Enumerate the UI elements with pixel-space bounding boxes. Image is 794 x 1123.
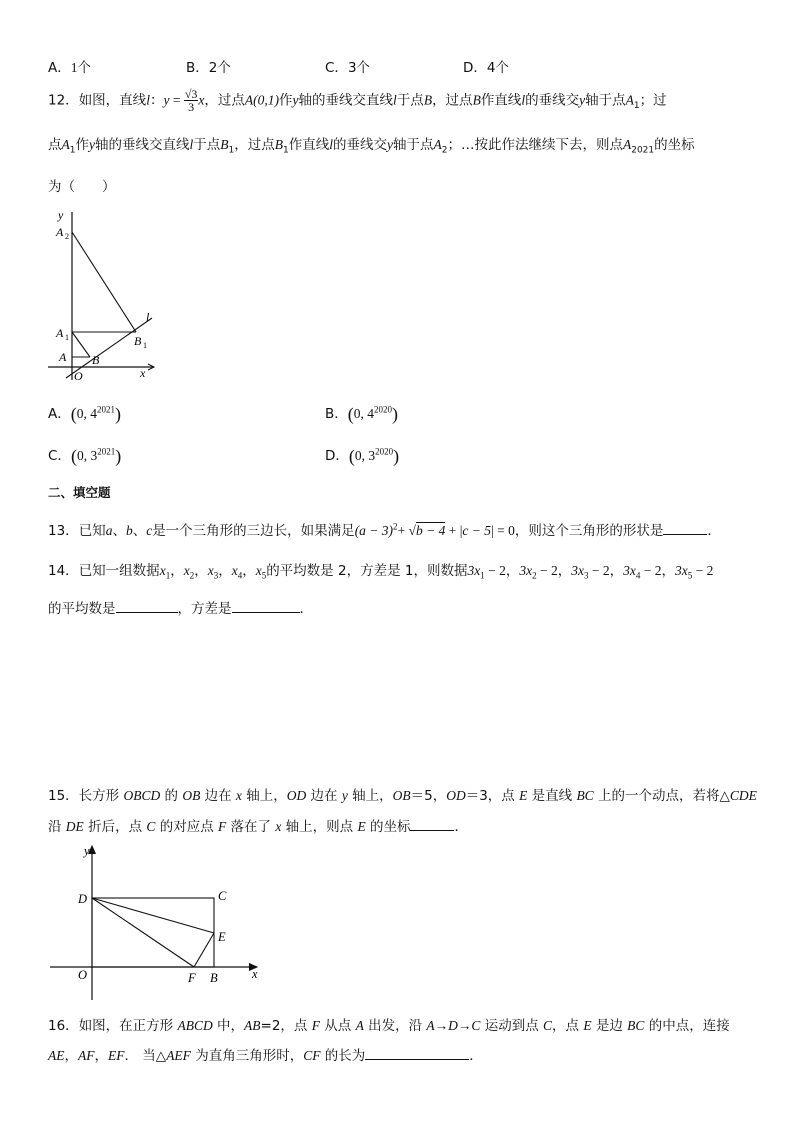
q13-text: 13．已知a、b、c是一个三角形的三边长，如果满足$(a - 3)^2+ √b - 4 + |c - 5| = 0$，则这个三角形的形状是 ．	[48, 521, 721, 539]
q11-option-b: B．2个	[186, 60, 231, 76]
q15-line1: 15．长方形 OBCD 的 OB 边在 x 轴上，OD 边在 y 轴上，OB＝5，OD＝3，点 E 是直线 BC 上的一个动点，若将△CDE	[48, 788, 757, 804]
q15-label-f: F	[188, 971, 196, 985]
q12-option-a: A．(0, $4^{2021}$)	[48, 404, 121, 424]
q14-line1: 14．已知一组数据$x_1$，$x_2$，$x_3$，$x_4$，$x_5$的平均数是 2，方差是 1，则数据$3x_1 - 2$，$3x_2 - 2$，$3x_3 - 2$，$3x_4 - 2$，$3x_5 - 2$	[48, 563, 714, 581]
q12-label-a2: A	[56, 225, 64, 239]
q15-label-d: D	[78, 892, 88, 906]
q12-label-a1: A	[56, 326, 64, 340]
q12-label-l: l	[146, 310, 150, 324]
q12-label-a: A	[59, 350, 67, 364]
q15-label-x: x	[252, 967, 258, 981]
q12-label-a1-sub: 1	[65, 333, 69, 342]
section-fill-in-title: 二、填空题	[48, 485, 111, 500]
q15-label-o: O	[78, 968, 88, 982]
q11-option-d: D．4个	[463, 60, 509, 76]
q11-option-a: A．1个	[48, 60, 91, 76]
q15-answer-blank[interactable]	[410, 817, 454, 831]
q12-line2: 点$A_1$作y轴的垂线交直线l于点$B_1$，过点$B_1$作直线l的垂线交y轴于点$A_2$；…按此作法继续下去，则点$A_{2021}$的坐标	[48, 137, 695, 156]
q12-label-x: x	[140, 366, 146, 380]
q16-line1: 16．如图，在正方形 ABCD 中，AB=2，点 F 从点 A 出发，沿 A→D→C 运动到点 C，点 E 是边 BC 的中点，连接	[48, 1018, 730, 1034]
q12-figure	[44, 206, 164, 382]
q12-option-c: C．(0, $3^{2021}$)	[48, 446, 122, 466]
q15-label-y: y	[84, 844, 90, 858]
q15-line2: 沿 DE 折后，点 C 的对应点 F 落在了 x 轴上，则点 E 的坐标 ．	[48, 819, 468, 835]
q12-label-y: y	[58, 208, 64, 222]
q13-answer-blank[interactable]	[663, 521, 707, 535]
q15-label-c: C	[218, 889, 227, 903]
q12-option-d: D．(0, $3^{2020}$)	[325, 446, 400, 466]
q15-segment-df	[92, 898, 194, 967]
q15-rectangle-obcd	[92, 898, 214, 967]
q16-line2: AE，AF，EF． 当△AEF 为直角三角形时，CF 的长为 ．	[48, 1048, 483, 1064]
q14-mean-blank[interactable]	[116, 599, 178, 613]
q12-segment-a2b1	[72, 232, 136, 332]
q12-label-a2-sub: 2	[65, 232, 69, 241]
q15-segment-de	[92, 898, 214, 933]
q15-label-e: E	[218, 930, 226, 944]
q15-label-b: B	[210, 971, 218, 985]
q12-label-o: O	[74, 369, 83, 382]
q12-label-b1: B	[134, 334, 142, 348]
q12-fraction: $\frac{√3}{3}$	[184, 87, 198, 114]
q12-label-b1-sub: 1	[143, 341, 147, 350]
q11-option-c: C．3个	[325, 60, 371, 76]
q15-figure	[44, 840, 274, 1002]
q14-line2: 的平均数是 ，方差是 ．	[48, 601, 313, 617]
q12-line1: 12．如图，直线l：y = $\frac{√3}{3}$ x，过点A(0,1)作y轴的垂线交直线l于点B，过点B作直线l的垂线交y轴于点$A_1$；过	[48, 87, 667, 114]
q16-answer-blank[interactable]	[365, 1046, 469, 1060]
q14-variance-blank[interactable]	[232, 599, 300, 613]
q12-option-b: B．(0, $4^{2020}$)	[325, 404, 399, 424]
q15-segment-fe	[194, 933, 214, 967]
q12-line3: 为（ ）	[48, 179, 116, 195]
q12-segment-a1b	[72, 332, 90, 357]
q12-label-b: B	[92, 353, 100, 367]
